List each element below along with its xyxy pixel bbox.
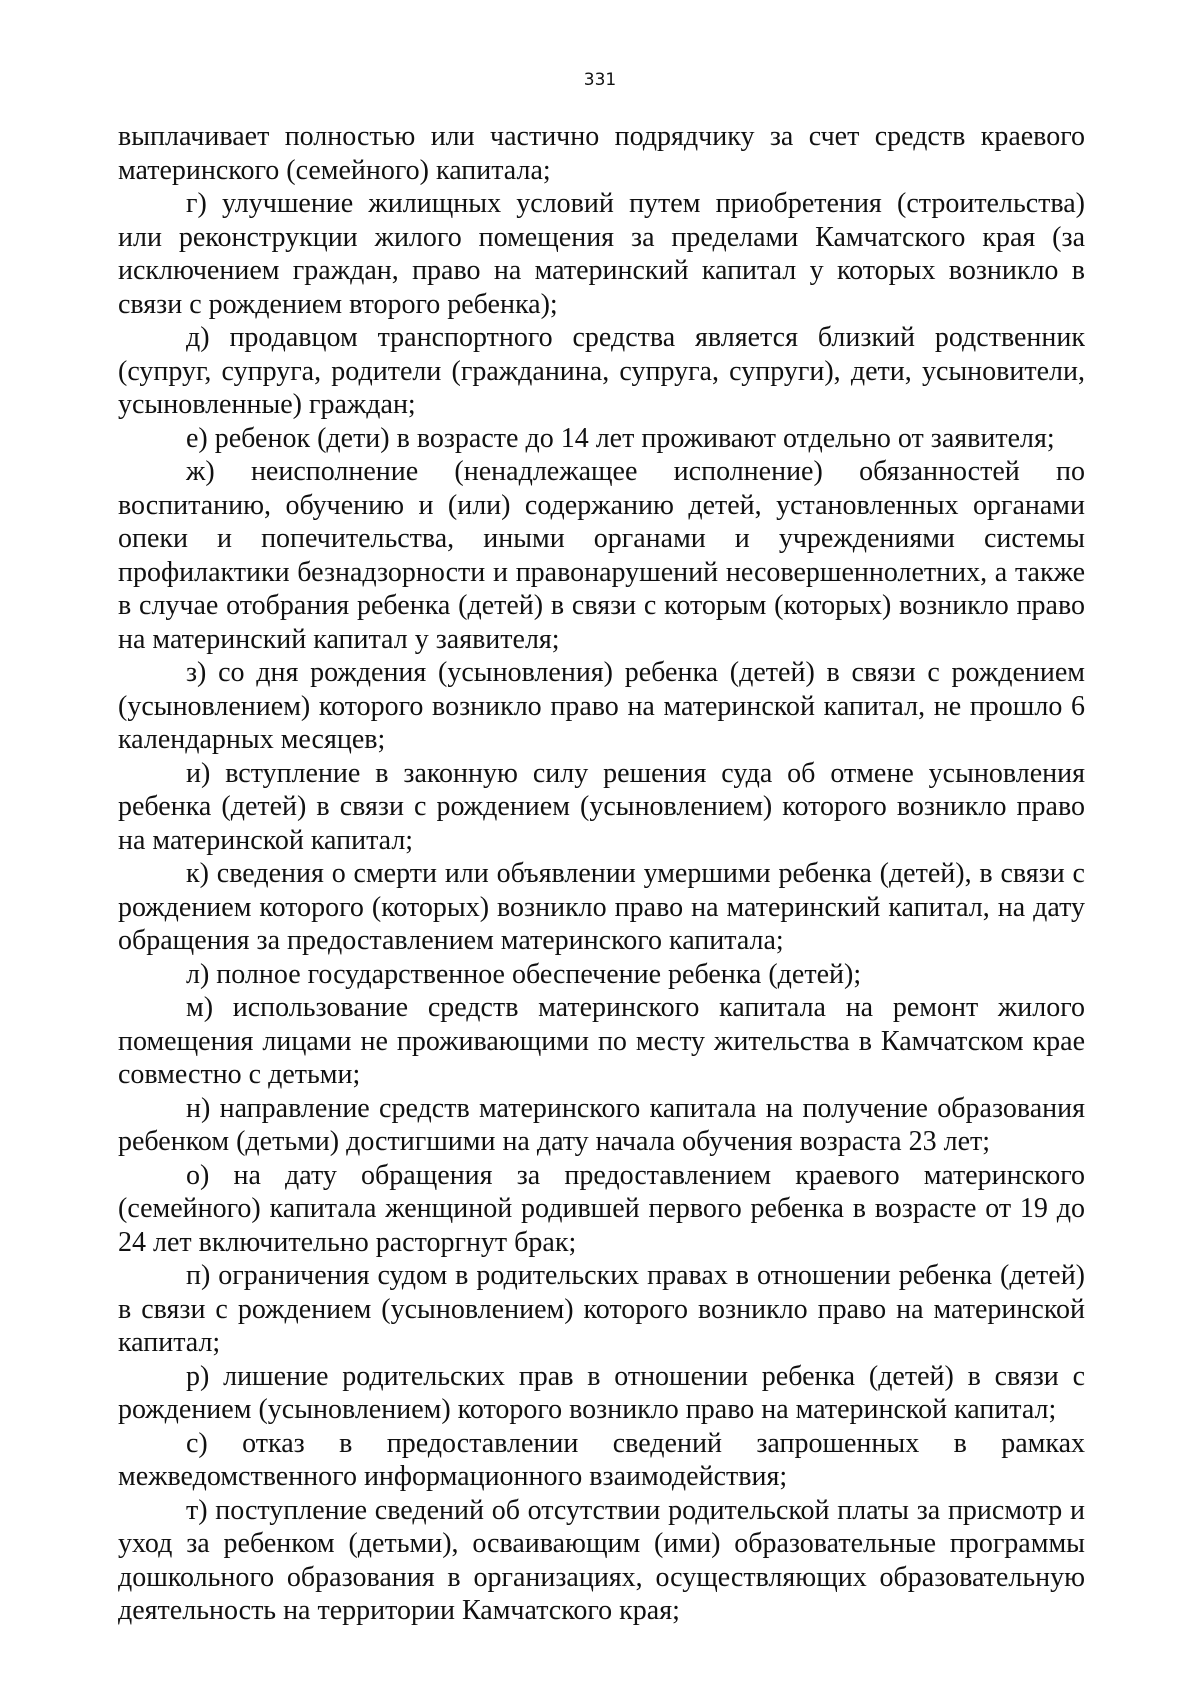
paragraph-continuation: выплачивает полностью или частично подрядчику за счет средств краевого материнского (семейного) капитала;: [118, 121, 1085, 186]
paragraph-item-n: н) направление средств материнского капитала на получение образования ребенком (детьми) достигшими на дату начала обучения возраста 23 лет;: [118, 1092, 1085, 1157]
paragraph-item-k: к) сведения о смерти или объявлении умершими ребенка (детей), в связи с рождением которого (которых) возникло право на материнский капитал, на дату обращения за предоставлением материнского капитала;: [118, 858, 1085, 956]
paragraph-item-zh: ж) неисполнение (ненадлежащее исполнение) обязанностей по воспитанию, обучению и (или) содержанию детей, установленных органами опеки и попечительства, иными органами и учреждениями системы профилактики безнадзорности и правонарушений несовершеннолетних, а также в случае отобрания ребенка (детей) в связи с которым (которых) возникло право на материнский капитал у заявителя;: [118, 456, 1085, 655]
paragraph-item-z: з) со дня рождения (усыновления) ребенка (детей) в связи с рождением (усыновлением) которого возникло право на материнской капитал, не прошло 6 календарных месяцев;: [118, 657, 1085, 755]
paragraph-item-r: р) лишение родительских прав в отношении ребенка (детей) в связи с рождением (усыновлением) которого возникло право на материнской капитал;: [118, 1360, 1085, 1425]
paragraph-item-s: с) отказ в предоставлении сведений запрошенных в рамках межведомственного информационного взаимодействия;: [118, 1427, 1085, 1492]
paragraph-item-o: о) на дату обращения за предоставлением краевого материнского (семейного) капитала женщиной родившей первого ребенка в возрасте от 19 до 24 лет включительно расторгнут брак;: [118, 1159, 1085, 1258]
document-body: [118, 120, 1085, 1628]
paragraph-item-t: т) поступление сведений об отсутствии родительской платы за присмотр и уход за ребенком (детьми), осваивающим (ими) образовательные программы дошкольного образования в организациях, осуществляющих образовательную деятельность на территории Камчатского края;: [118, 1494, 1085, 1626]
page-number: 331: [583, 70, 617, 90]
paragraph-item-e: е) ребенок (дети) в возрасте до 14 лет проживают отдельно от заявителя;: [186, 422, 1055, 454]
paragraph-item-m: м) использование средств материнского капитала на ремонт жилого помещения лицами не проживающими по месту жительства в Камчатском крае совместно с детьми;: [118, 992, 1085, 1090]
paragraph-item-g: г) улучшение жилищных условий путем приобретения (строительства) или реконструкции жилого помещения за пределами Камчатского края (за исключением граждан, право на материнский капитал у которых возникло в связи с рождением второго ребенка);: [118, 188, 1085, 320]
paragraph-item-l: л) полное государственное обеспечение ребенка (детей);: [186, 958, 862, 990]
paragraph-item-i: и) вступление в законную силу решения суда об отмене усыновления ребенка (детей) в связи с рождением (усыновлением) которого возникло право на материнской капитал;: [118, 757, 1085, 856]
paragraph-item-p: п) ограничения судом в родительских правах в отношении ребенка (детей) в связи с рождением (усыновлением) которого возникло право на материнской капитал;: [118, 1260, 1085, 1358]
paragraph-item-d: д) продавцом транспортного средства является близкий родственник (супруг, супруга, родители (гражданина, супруга, супруги), дети, усыновители, усыновленные) граждан;: [118, 322, 1085, 420]
